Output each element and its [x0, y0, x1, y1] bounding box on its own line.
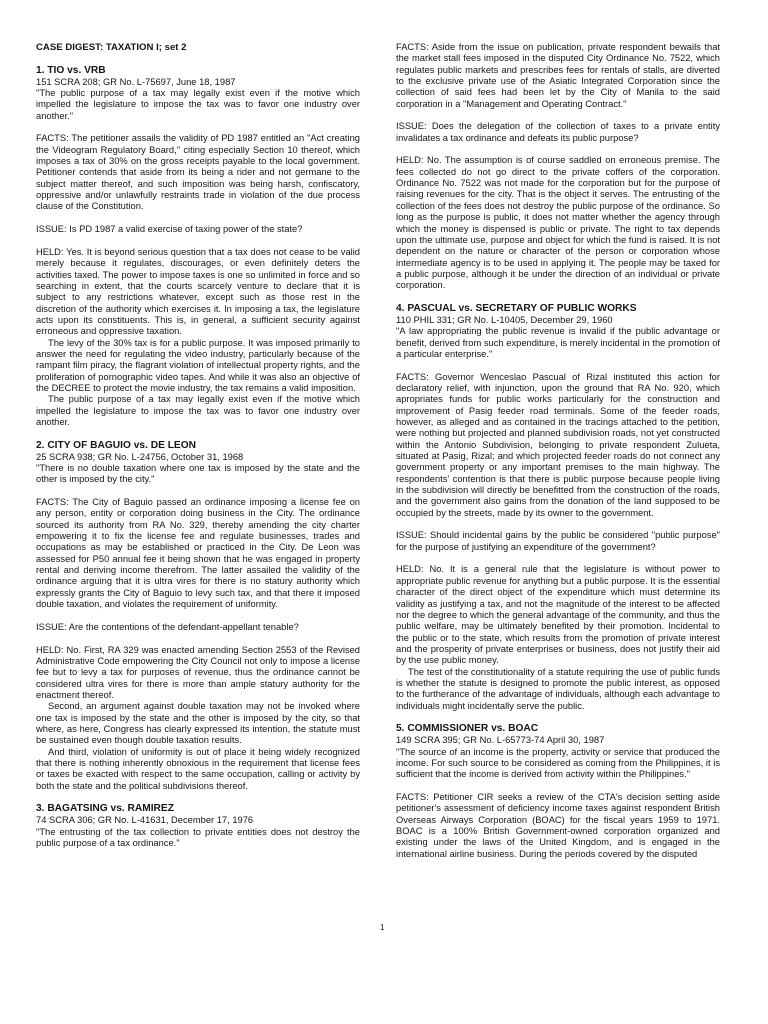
case-facts: FACTS: Governor Wenceslao Pascual of Rizal instituted this action for declaratory relief, with injunction, upon the ground that RA No. 920, which apropriates funds for public works particularly for the construction and improvement of Pasig feeder road terminals. Some of the feeder roads, however, as alleged and as contained in the tracings attached to the petition, were nothing but projected and planned subdivision roads, not yet constructed within the Antonio Subdivision, belonging to private respondent Zulueta, situated at Pasig, Rizal; and which projected feeder roads do not connect any government property or any important premises to the main highway. The respondents' contention is that there is public purpose because people living in the subdivision will directly be benefitted from the construction of the roads, and the government also gains from the donation of the land supposed to be occupied by the streets, made by its owner to the government.	[396, 371, 720, 518]
case-citation: 74 SCRA 306; GR No. L-41631, December 17, 1976	[36, 815, 254, 826]
case-held: HELD: No. It is a general rule that the legislature is without power to appropriate public revenue for anything but a public purpose. It is the essential character of the direct object of the expenditure which must determine its validity as justifying a tax, and not the magnitude of the interest to be affected nor the degree to which the general advantage of the community, and thus the public welfare, may be ultimately benefited by their promotion. Incidental to the public or to the state, which results from the promotion of private interest and the prosperity of private enterprises or business, does not justify their aid by the use public money.	[396, 564, 720, 666]
case-heading: 2. CITY OF BAGUIO vs. DE LEON	[36, 439, 197, 451]
case-heading: 5. COMMISSIONER vs. BOAC	[396, 723, 539, 735]
case-held: HELD: Yes. It is beyond serious question that a tax does not cease to be valid merely because it regulates, discourages, or even definitely deters the activities taxed. The power to impose taxes is one so unlimited in force and so searching in extent, that the courts scarcely venture to declare that it is subject to any restrictions whatever, except such as those rest in the discretion of the authority which exercises it. In imposing a tax, the legislature acts upon its constituents. This is, in general, a sufficient security against erroneous and oppressive taxation.	[36, 246, 360, 337]
case-doctrine: "The public purpose of a tax may legally exist even if the motive which impelled the legislature to impose the tax was to favor one industry over another."	[36, 88, 360, 121]
page-number: 1	[380, 923, 385, 932]
case-tio	[36, 65, 360, 429]
case-citation: 151 SCRA 208; GR No. L-75697, June 18, 1987	[36, 76, 236, 87]
case-facts: FACTS: Aside from the issue on publication, private respondent bewails that the market stall fees imposed in the disputed City Ordinance No. 7522, which regulates public markets and prescribes fees for rentals of stalls, are diverted to the exclusive private use of the Asiatic Integrated Corporation since the collection of said fees had been let by the City of Manila to the said corporation in a "Management and Operating Contract."	[396, 42, 720, 109]
case-held: HELD: No. The assumption is of course saddled on erroneous premise. The fees collected do not go direct to the private coffers of the corporation. Ordinance No. 7522 was not made for the corporation but for the purpose of raising revenues for the city. That is the object it serves. The entrusting of the collection of the fees does not destroy the public purpose of the ordinance. So long as the purpose is public, it does not matter whether the agency through which the money is dispensed is public or private. The right to tax depends upon the ultimate use, purpose and object for which the fund is raised. It is not dependent on the nature or character of the person or corporation whose intermediate agency is to be used in applying it. The people may be taxed for a public purpose, although it be under the direction of an individual or private corporation.	[396, 155, 720, 291]
case-doctrine: "There is no double taxation where one tax is imposed by the state and the other is imposed by the city."	[36, 463, 360, 485]
case-pascual	[396, 303, 720, 712]
case-held: HELD: No. First, RA 329 was enacted amending Section 2553 of the Revised Administrative Code empowering the City Council not only to impose a license fee but to levy a tax for purposes of revenue, thus the ordinance cannot be considered ultra vires for there is more than ample statury authority for the enactment thereof.	[36, 644, 360, 700]
case-held-paragraph: The test of the constitutionality of a statute requiring the use of public funds is whether the statute is designed to promote the public interest, as opposed to the furtherance of the advantage of individuals, although each advantage to individuals might incidentally serve the public.	[396, 666, 720, 711]
case-bagatsing-continued	[396, 42, 720, 292]
left-column	[36, 42, 360, 849]
case-issue: ISSUE: Should incidental gains by the public be considered "public purpose" for the purpose of justifying an expenditure of the government?	[396, 530, 720, 552]
case-citation: 25 SCRA 938; GR No. L-24756, October 31, 1968	[36, 451, 244, 462]
case-bagatsing	[36, 803, 360, 849]
case-heading: 3. BAGATSING vs. RAMIREZ	[36, 803, 174, 815]
case-issue: ISSUE: Is PD 1987 a valid exercise of taxing power of the state?	[36, 224, 303, 235]
case-held-paragraph: And third, violation of uniformity is out of place it being widely recognized that there is nothing inherently obnoxious in the requirement that license fees or taxes be exacted with respect to the same occupation, calling or activity by both the state and the political subdivisions thereof.	[36, 746, 360, 791]
case-boac	[396, 723, 720, 860]
case-doctrine: "A law appropriating the public revenue is invalid if the public advantage or benefit, derived from such expenditure, is merely incidental in the promotion of a particular enterprise."	[396, 326, 720, 359]
case-baguio	[36, 440, 360, 792]
case-issue: ISSUE: Does the delegation of the collection of taxes to a private entity invalidates a tax ordinance and defeats its public purpose?	[396, 121, 720, 143]
case-facts: FACTS: Petitioner CIR seeks a review of the CTA's decision setting aside petitioner's assessment of deficiency income taxes against respondent British Overseas Airways Corporation (BOAC) for the fiscal years 1959 to 1971. BOAC is a 100% British Government-owned corporation organized and existing under the laws of the United Kingdom, and is engaged in the international airline business. During the periods covered by the disputed	[396, 792, 720, 859]
case-held-paragraph: Second, an argument against double taxation may not be invoked where one tax is imposed by the state and the other is imposed by the city, so that where, as here, Congress has clearly expressed its intention, the statute must be sustained even though double taxation results.	[36, 701, 360, 746]
case-citation: 110 PHIL 331; GR No. L-10405, December 29, 1960	[396, 314, 613, 325]
case-held-paragraph: The public purpose of a tax may legally exist even if the motive which impelled the legislature to impose the tax was to favor one industry over another.	[36, 394, 360, 427]
document-title: CASE DIGEST: TAXATION I; set 2	[36, 42, 187, 53]
case-held-paragraph: The levy of the 30% tax is for a public purpose. It was imposed primarily to answer the need for regulating the video industry, particularly because of the rampant film piracy, the flagrant violation of intellectual property rights, and the proliferation of pornographic video tapes. And while it was also an objective of the DECREE to protect the movie industry, the tax remains a valid imposition.	[36, 337, 360, 393]
case-doctrine: "The source of an income is the property, activity or service that produced the income. For such source to be considered as coming from the Philippines, it is sufficient that the income is derived from activity within the Philippines."	[396, 746, 720, 780]
right-column	[396, 42, 720, 860]
case-heading: 1. TIO vs. VRB	[36, 64, 106, 76]
case-citation: 149 SCRA 395; GR No. L-65773-74 April 30, 1987	[396, 735, 605, 746]
case-doctrine: "The entrusting of the tax collection to private entities does not destroy the public purpose of a tax ordinance."	[36, 826, 360, 849]
case-facts: FACTS: The City of Baguio passed an ordinance imposing a license fee on any person, entity or corporation doing business in the City. The ordinance sourced its authority from RA No. 329, thereby amending the city charter empowering it to fix the license fee and regulate businesses, trades and occupations as may be established or practiced in the City. De Leon was assessed for P50 annual fee it being shown that he was engaged in property rental and deriving income therefrom. The latter assailed the validity of the ordinance arguing that it is ultra vires for there is no statury authority which expressly grants the City of Baguio to levy such tax, and that there it imposed double taxation, and violates the requirement of uniformity.	[36, 497, 360, 610]
case-heading: 4. PASCUAL vs. SECRETARY OF PUBLIC WORKS	[396, 302, 637, 314]
case-issue: ISSUE: Are the contentions of the defendant-appellant tenable?	[36, 621, 299, 632]
case-facts: FACTS: The petitioner assails the validity of PD 1987 entitled an "Act creating the Videogram Regulatory Board," citing especially Section 10 thereof, which imposes a tax of 30% on the gross receipts payable to the local government. Petitioner contends that aside from its being a rider and not germane to the subject matter thereof, and such imposition was being harsh, confiscatory, oppressive and/or unlawfully restraints trade in violation of the due process clause of the Constitution.	[36, 133, 360, 212]
